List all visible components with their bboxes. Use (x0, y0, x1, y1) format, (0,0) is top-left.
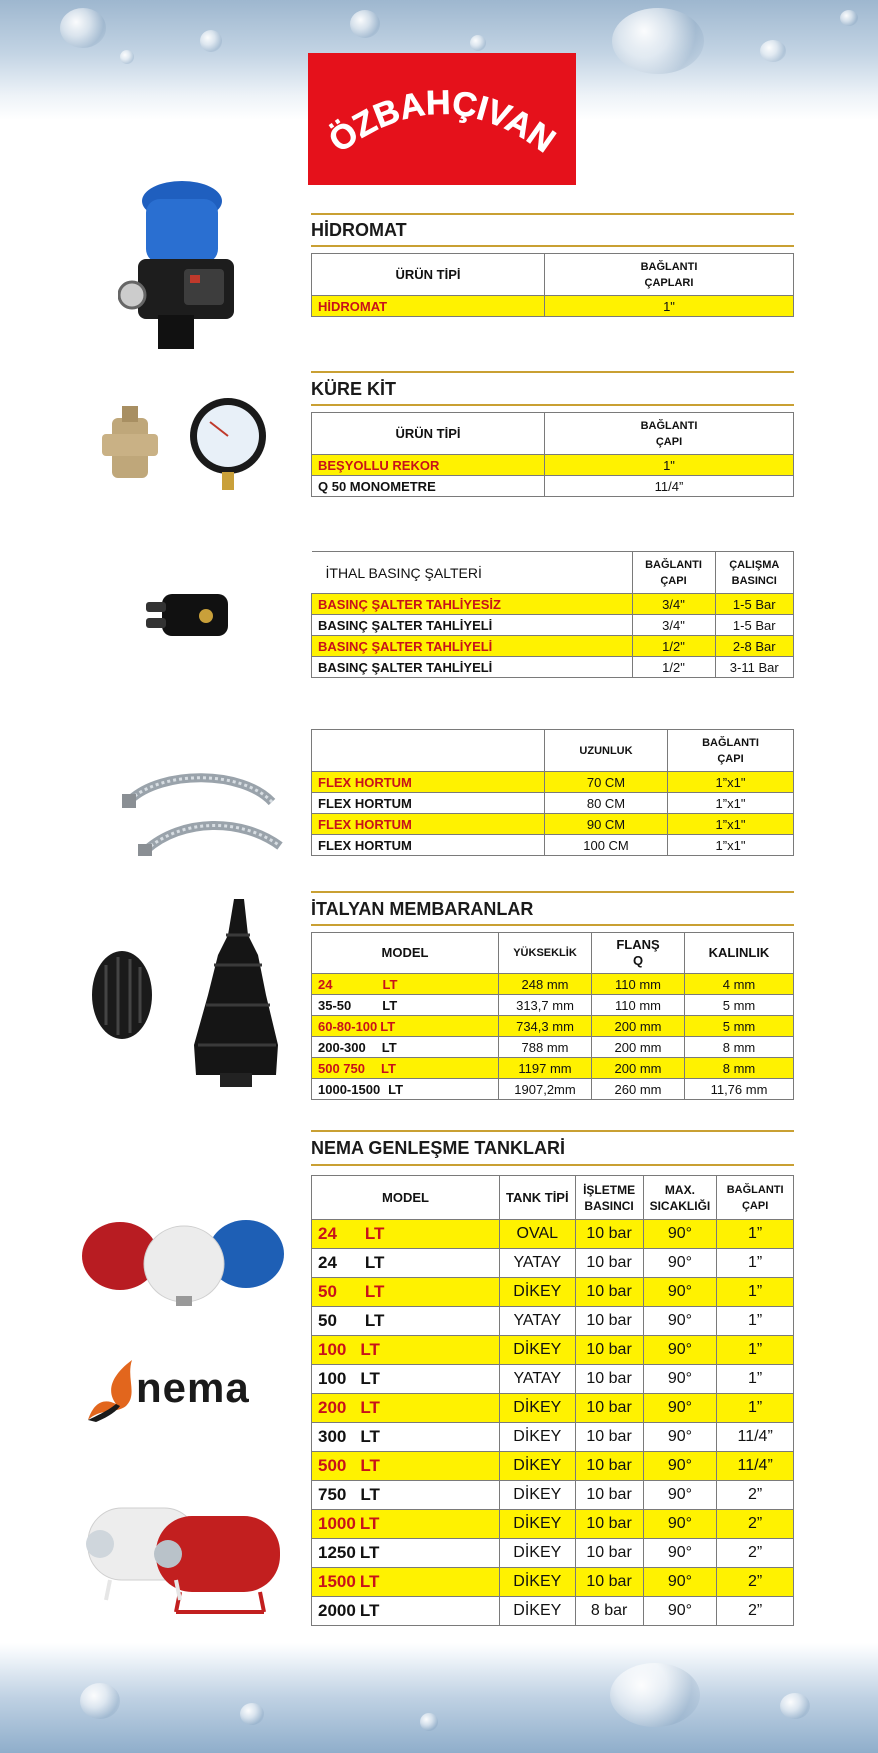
pressure-switch-image (144, 586, 234, 642)
table-row: BEŞYOLLU REKOR 1" (312, 455, 794, 476)
col-uzunluk: UZUNLUK (545, 730, 668, 772)
table-row: 200 LT DİKEY 10 bar 90° 1” (312, 1394, 794, 1423)
col-baglanti: BAĞLANTI ÇAPI (632, 552, 715, 594)
table-row: 35-50 LT 313,7 mm 110 mm 5 mm (312, 995, 794, 1016)
col-yukseklik: YÜKSEKLİK (499, 933, 592, 974)
table-row: 100 LT YATAY 10 bar 90° 1” (312, 1365, 794, 1394)
table-row: FLEX HORTUM 80 CM 1”x1" (312, 793, 794, 814)
brand-name: ÖZBAHÇIVAN (322, 83, 562, 161)
table-row: 300 LT DİKEY 10 bar 90° 11/4” (312, 1423, 794, 1452)
table-row: BASINÇ ŞALTER TAHLİYESİZ 3/4" 1-5 Bar (312, 594, 794, 615)
table-row: 50 LT YATAY 10 bar 90° 1” (312, 1307, 794, 1336)
col-kalinlik: KALINLIK (685, 933, 794, 974)
nema-wordmark: nema (136, 1364, 250, 1411)
table-row: HİDROMAT 1" (312, 296, 794, 317)
flex-hortum-table (311, 729, 794, 856)
table-row: BASINÇ ŞALTER TAHLİYELİ 3/4" 1-5 Bar (312, 615, 794, 636)
table-row: 24 LT OVAL 10 bar 90° 1” (312, 1220, 794, 1249)
table-row: 500 750 LT 1197 mm 200 mm 8 mm (312, 1058, 794, 1079)
col-tank-tipi: TANK TİPİ (500, 1176, 576, 1220)
svg-text:ÖZBAHÇIVAN (322, 84, 562, 160)
table-row: FLEX HORTUM 70 CM 1”x1" (312, 772, 794, 793)
kure-kit-table (311, 412, 794, 497)
ozbahcivan-logo (308, 53, 576, 185)
basinc-salteri-table (311, 551, 794, 678)
col-ithal-basinc: İTHAL BASINÇ ŞALTERİ (312, 552, 633, 594)
table-row: 60-80-100 LT 734,3 mm 200 mm 5 mm (312, 1016, 794, 1037)
table-row: FLEX HORTUM 100 CM 1”x1" (312, 835, 794, 856)
membrane-image (86, 895, 286, 1090)
membran-title: İTALYAN MEMBARANLAR (311, 899, 534, 919)
hidromat-pump-image (118, 175, 242, 355)
table-row: 200-300 LT 788 mm 200 mm 8 mm (312, 1037, 794, 1058)
table-row: 100 LT DİKEY 10 bar 90° 1” (312, 1336, 794, 1365)
nema-logo (86, 1358, 286, 1424)
table-row: BASINÇ ŞALTER TAHLİYELİ 1/2" 3-11 Bar (312, 657, 794, 678)
col-baglanti: BAĞLANTI ÇAPI (668, 730, 794, 772)
col-urun-tipi: ÜRÜN TİPİ (312, 413, 545, 455)
col-flans: FLANŞ Q (592, 933, 685, 974)
table-row: 1500 LT DİKEY 10 bar 90° 2” (312, 1568, 794, 1597)
col-isletme-basinci: İŞLETME BASINCI (575, 1176, 643, 1220)
kure-kit-title: KÜRE KİT (311, 379, 396, 399)
kure-kit-image (98, 392, 270, 494)
table-row: 1000 LT DİKEY 10 bar 90° 2” (312, 1510, 794, 1539)
table-row: 24 LT 248 mm 110 mm 4 mm (312, 974, 794, 995)
table-row: 500 LT DİKEY 10 bar 90° 11/4” (312, 1452, 794, 1481)
membran-table (311, 932, 794, 1100)
col-max-sicaklik: MAX. SICAKLIĞI (643, 1176, 717, 1220)
table-row: 50 LT DİKEY 10 bar 90° 1” (312, 1278, 794, 1307)
col-baglanti: BAĞLANTI ÇAPI (545, 413, 794, 455)
nema-title: NEMA GENLEŞME TANKLARİ (311, 1138, 565, 1158)
hidromat-title: HİDROMAT (311, 220, 407, 240)
col-urun-tipi: ÜRÜN TİPİ (312, 254, 545, 296)
table-row: FLEX HORTUM 90 CM 1”x1" (312, 814, 794, 835)
table-row: 1250 LT DİKEY 10 bar 90° 2” (312, 1539, 794, 1568)
table-row: Q 50 MONOMETRE 11/4” (312, 476, 794, 497)
table-row: 24 LT YATAY 10 bar 90° 1” (312, 1249, 794, 1278)
horizontal-tanks-image (80, 1496, 286, 1614)
flex-hose-image (122, 762, 290, 858)
col-calisma-basinci: ÇALIŞMA BASINCI (715, 552, 794, 594)
nema-table (311, 1175, 794, 1626)
table-row: 1000-1500 LT 1907,2mm 260 mm 11,76 mm (312, 1079, 794, 1100)
table-row: BASINÇ ŞALTER TAHLİYELİ 1/2" 2-8 Bar (312, 636, 794, 657)
hidromat-table (311, 253, 794, 317)
col-model: MODEL (312, 1176, 500, 1220)
table-row: 2000 LT DİKEY 8 bar 90° 2” (312, 1597, 794, 1626)
table-row: 750 LT DİKEY 10 bar 90° 2” (312, 1481, 794, 1510)
nema-expansion-tanks-image (80, 1212, 286, 1308)
water-drops-bottom-background (0, 1643, 878, 1753)
col-baglanti: BAĞLANTI ÇAPLARI (545, 254, 794, 296)
col-model: MODEL (312, 933, 499, 974)
col-baglanti: BAĞLANTI ÇAPI (717, 1176, 794, 1220)
